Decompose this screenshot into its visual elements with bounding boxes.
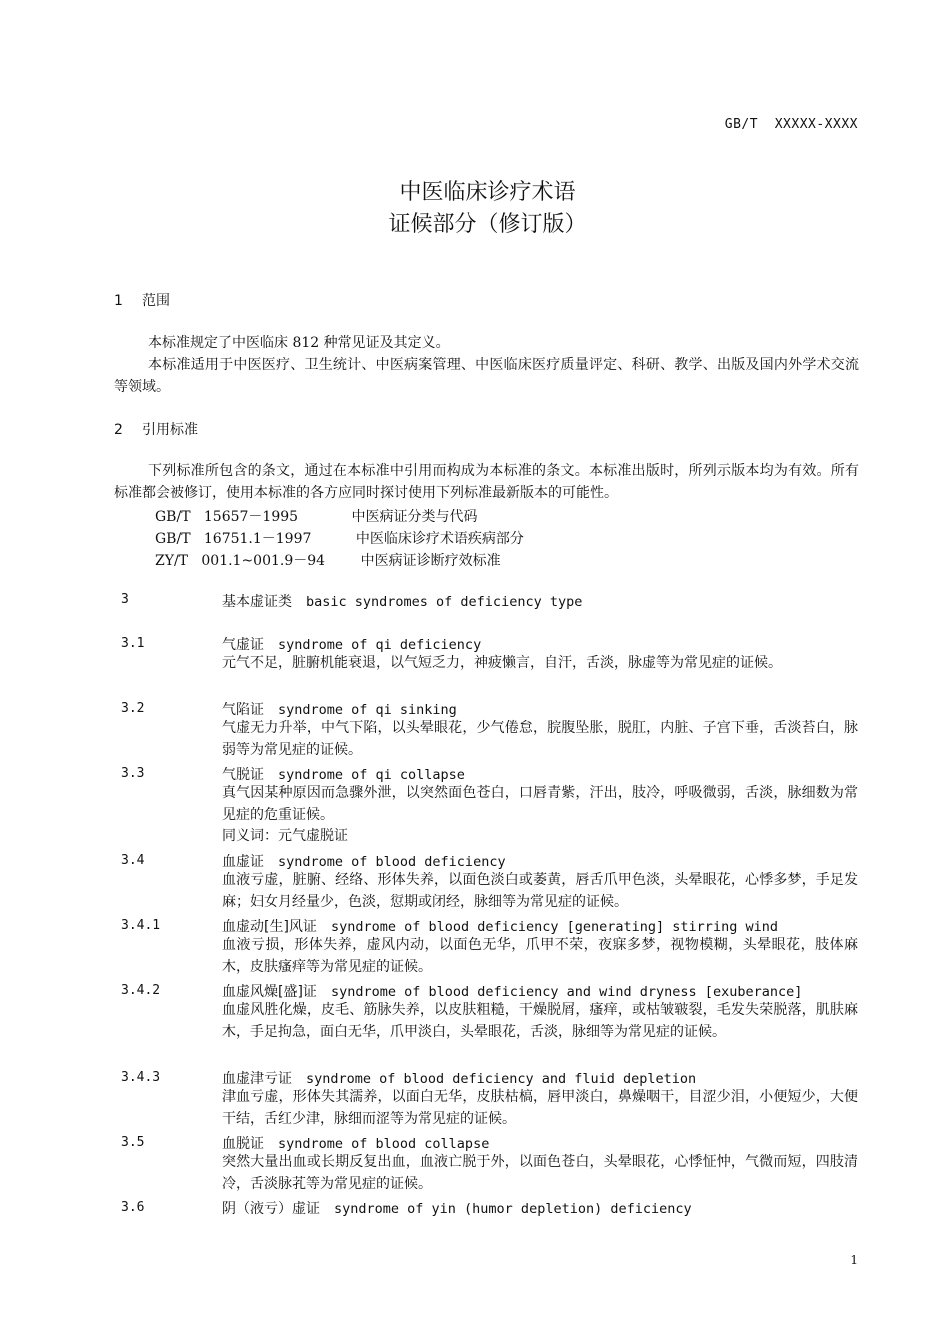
reference-item: GB/T 15657－1995 中医病证分类与代码 (155, 509, 478, 525)
term-definition: 血液亏损，形体失养，虚风内动，以面色无华，爪甲不荣，夜寐多梦，视物模糊，头晕眼花，肢体麻木，皮肤瘙痒等为常见症的证候。 (222, 937, 858, 975)
term-number: 3 (121, 592, 129, 607)
term-zh: 阴（液亏）虚证 (222, 1201, 320, 1217)
term-definition: 气虚无力升举，中气下陷，以头晕眼花，少气倦怠，脘腹坠胀，脱肛，内脏、子宫下垂，舌淡苔白，脉弱等为常见症的证候。 (222, 720, 858, 758)
reference-item: GB/T 16751.1－1997 中医临床诊疗术语疾病部分 (155, 531, 524, 547)
section-title: 引用标准 (142, 422, 198, 438)
scope-paragraph-1: 本标准规定了中医临床 812 种常见证及其定义。 (148, 335, 450, 351)
term-definition: 血液亏虚，脏腑、经络、形体失养，以面色淡白或萎黄，唇舌爪甲色淡，头晕眼花，心悸多梦，手足发麻；妇女月经量少，色淡，愆期或闭经，脉细等为常见症的证候。 (222, 872, 858, 910)
document-title-line2: 证候部分（修订版） (388, 212, 587, 237)
term-title (222, 1068, 696, 1088)
term-number: 3.2 (121, 701, 145, 716)
term-definition: 血虚风胜化燥，皮毛、筋脉失养，以皮肤粗糙，干燥脱屑，瘙痒，或枯皱皲裂，毛发失荣脱落，肌肤麻木，手足拘急，面白无华，爪甲淡白，头晕眼花，舌淡，脉细等为常见症的证候。 (222, 1002, 858, 1040)
term-zh: 血虚风燥[盛]证 (222, 984, 317, 1000)
term-title (222, 634, 481, 654)
term-en: syndrome of blood deficiency (278, 854, 506, 870)
term-definition: 真气因某种原因而急骤外泄，以突然面色苍白，口唇青紫，汗出，肢冷，呼吸微弱，舌淡，脉细数为常见症的危重证候。 (222, 785, 858, 823)
document-title-line1: 中医临床诊疗术语 (399, 180, 576, 205)
section-number: 2 (114, 422, 123, 438)
reference-item: ZY/T 001.1~001.9－94 中医病证诊断疗效标准 (155, 553, 501, 569)
term-title (222, 916, 778, 936)
section-title: 范围 (142, 293, 170, 309)
term-definition: 元气不足，脏腑机能衰退，以气短乏力，神疲懒言，自汗，舌淡，脉虚等为常见症的证候。 (222, 655, 782, 671)
term-zh: 气虚证 (222, 637, 264, 653)
term-title (222, 591, 582, 611)
term-zh: 血虚证 (222, 854, 264, 870)
term-zh: 血虚动[生]风证 (222, 919, 317, 935)
section-number: 1 (114, 293, 123, 309)
term-title (222, 981, 802, 1001)
term-number: 3.3 (121, 766, 145, 781)
term-en: syndrome of blood deficiency [generating] stirring wind (330, 919, 778, 935)
term-title (222, 699, 457, 719)
term-number: 3.4 (121, 853, 145, 868)
term-synonym: 同义词：元气虚脱证 (222, 828, 348, 844)
term-en: basic syndromes of deficiency type (306, 594, 583, 610)
term-number: 3.6 (121, 1200, 145, 1215)
term-en: syndrome of qi collapse (278, 767, 465, 783)
term-zh: 气脱证 (222, 767, 264, 783)
standard-code: GB/T XXXXX-XXXX (724, 117, 858, 132)
term-en: syndrome of qi deficiency (278, 637, 482, 653)
term-definition: 突然大量出血或长期反复出血，血液亡脱于外，以面色苍白，头晕眼花，心悸怔忡，气微而短，四肢清冷，舌淡脉芤等为常见症的证候。 (222, 1154, 858, 1192)
term-zh: 血脱证 (222, 1136, 264, 1152)
term-en: syndrome of blood collapse (278, 1136, 490, 1152)
term-en: syndrome of qi sinking (278, 702, 457, 718)
term-en: syndrome of blood deficiency and wind dryness [exuberance] (330, 984, 803, 1000)
term-en: syndrome of yin (humor depletion) deficiency (334, 1201, 692, 1217)
term-title (222, 764, 465, 784)
term-number: 3.1 (121, 636, 145, 651)
term-title (222, 1198, 692, 1218)
term-en: syndrome of blood deficiency and fluid depletion (306, 1071, 697, 1087)
term-title (222, 851, 506, 871)
page-number: 1 (850, 1253, 858, 1267)
section-1-heading (114, 290, 170, 310)
references-paragraph: 下列标准所包含的条文，通过在本标准中引用而构成为本标准的条文。本标准出版时，所列示版本均为有效。所有标准都会被修订，使用本标准的各方应同时探讨使用下列标准最新版本的可能性。 (114, 463, 859, 501)
term-number: 3.4.1 (121, 918, 161, 933)
term-number: 3.4.3 (121, 1070, 161, 1085)
term-title (222, 1133, 489, 1153)
term-definition: 津血亏虚，形体失其濡养，以面白无华，皮肤枯槁，唇甲淡白，鼻燥咽干，目涩少泪，小便短少，大便干结，舌红少津，脉细而涩等为常见症的证候。 (222, 1089, 858, 1127)
section-2-heading (114, 419, 198, 439)
term-zh: 气陷证 (222, 702, 264, 718)
term-number: 3.5 (121, 1135, 145, 1150)
term-zh: 基本虚证类 (222, 594, 292, 610)
term-zh: 血虚津亏证 (222, 1071, 292, 1087)
term-number: 3.4.2 (121, 983, 161, 998)
scope-paragraph-2: 本标准适用于中医医疗、卫生统计、中医病案管理、中医临床医疗质量评定、科研、教学、出版及国内外学术交流等领域。 (114, 357, 859, 395)
